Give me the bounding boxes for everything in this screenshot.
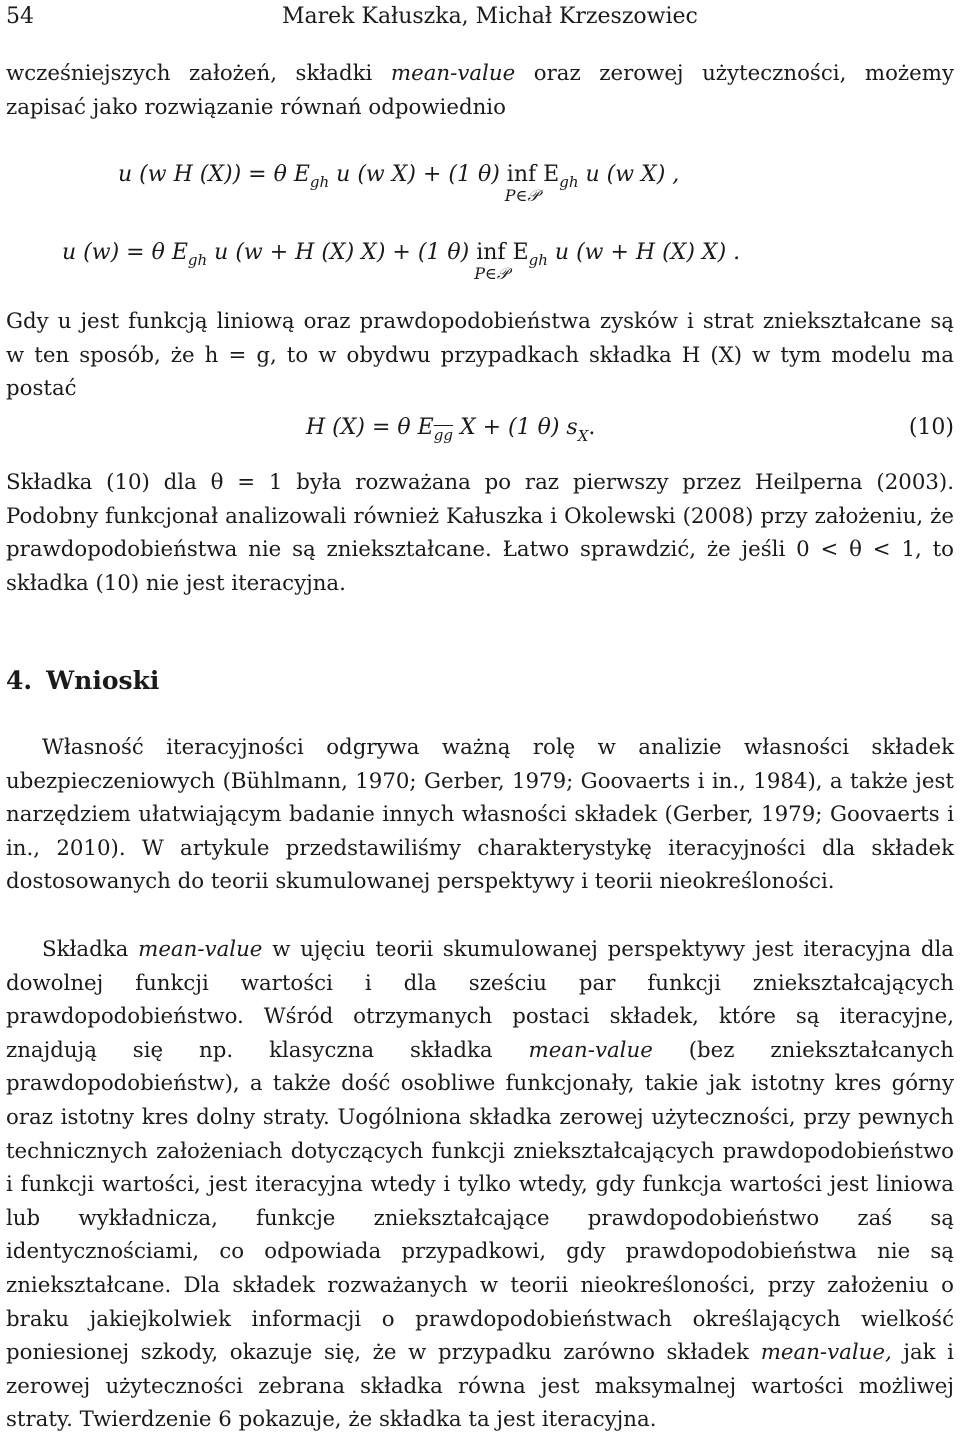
w2-emph-3: mean-value, bbox=[760, 1340, 892, 1366]
intro-emph: mean-value bbox=[390, 61, 516, 86]
w2-emph-1: mean-value bbox=[138, 937, 263, 962]
w2-text-2: w ujęciu teorii skumulowanej perspektywy jest iteracyjna dla dowolnej funkcji wartości i dla sześciu par funkcji zniekształcających prawdopodobieństwo. Wśród otrzymanych postaci składek, które są iteracyjne, znajdują się np. klasyczna składka bbox=[6, 937, 954, 1063]
eq-b-sub1: gh bbox=[187, 251, 208, 269]
eq-10-end: . bbox=[588, 415, 596, 440]
equation-10 bbox=[306, 415, 954, 445]
paragraph-wnioski-1: Własność iteracyjności odgrywa ważną rolę w analizie własności składek ubezpieczeniowych (Bühlmann, 1970; Gerber, 1979; Goovaerts i in., 1984), a także jest narzędziem ułatwiającym badanie innych własności składek (Gerber, 1979; Goovaerts i in., 2010). W artykule przedstawiliśmy charakterystykę iteracyjności dla składek dostosowanych do teorii skumulowanej perspektywy i teorii nieokreśloności. bbox=[6, 735, 954, 895]
section-heading bbox=[6, 666, 159, 695]
eq-10-mid: X + (1 θ) s bbox=[459, 415, 578, 440]
running-header bbox=[6, 4, 954, 32]
eq-b-inf: inf bbox=[476, 240, 506, 265]
eq-a-sub2: gh bbox=[559, 173, 579, 191]
w2-emph-2: mean-value bbox=[528, 1037, 653, 1063]
eq-b-E: E bbox=[512, 240, 529, 265]
eq-a-inf: inf bbox=[506, 162, 537, 187]
intro-text-1: wcześniejszych założeń, składki bbox=[6, 61, 391, 86]
intro-paragraph bbox=[6, 57, 954, 124]
eq-10-sub: gg bbox=[433, 426, 453, 444]
eq-b-sub2: gh bbox=[528, 251, 548, 269]
section-number: 4. bbox=[6, 666, 33, 695]
paragraph-wnioski-2 bbox=[6, 933, 954, 1437]
page-number: 54 bbox=[6, 4, 34, 29]
eq-b-mid: u (w + H (X) X) + (1 θ) bbox=[214, 240, 470, 265]
eq-b-rhs: u (w + H (X) X) . bbox=[554, 240, 741, 265]
running-head-authors: Marek Kałuszka, Michał Krzeszowiec bbox=[282, 4, 698, 29]
equation-number: (10) bbox=[908, 415, 954, 440]
section-title: Wnioski bbox=[46, 666, 160, 695]
eq-a-lhs: u (w H (X)) = θ E bbox=[118, 162, 310, 187]
w2-text-1: Składka bbox=[42, 937, 139, 962]
intro-text-2: oraz zerowej użyteczności, możemy zapisać jako rozwiązanie równań odpowiednio bbox=[6, 61, 954, 120]
eq-a-inf-under: P∈𝒫 bbox=[504, 186, 539, 205]
w2-text-4: jak i zerowej użyteczności zebrana składka równa jest maksymalnej wartości możliwej straty. Twierdzenie 6 pokazuje, że składka ta jest iteracyjna. bbox=[6, 1340, 954, 1433]
eq-b-lhs: u (w) = θ E bbox=[62, 240, 188, 265]
eq-b-inf-block bbox=[474, 240, 509, 283]
eq-10-lhs: H (X) = θ E bbox=[306, 415, 434, 440]
eq-a-rhs: u (w X) , bbox=[585, 162, 680, 187]
equation-a bbox=[118, 162, 680, 205]
eq-a-inf-block bbox=[504, 162, 539, 205]
paragraph-gdy: Gdy u jest funkcją liniową oraz prawdopodobieństwa zysków i strat zniekształcane są w ten sposób, że h = g, to w obydwu przypadkach składka H (X) w tym modelu ma postać bbox=[6, 309, 954, 402]
eq-a-mid: u (w X) + (1 θ) bbox=[336, 162, 500, 187]
w2-text-3: (bez zniekształcanych prawdopodobieństw), a także dość osobliwe funkcjonały, takie jak istotny kres górny oraz istotny kres dolny straty. Uogólniona składka zerowej użyteczności, przy pewnych technicznych założeniach dotyczących funkcji zniekształcających prawdopodobieństwo i funkcji wartości, jest iteracyjna wtedy i tylko wtedy, gdy funkcja wartości jest liniowa lub wykładnicza, funkcje zniekształcające prawdopodobieństwo zaś są identycznościami, co odpowiada przypadkowi, gdy prawdopodobieństwa nie są zniekształcane. Dla składek rozważanych w teorii nieokreśloności, przy założeniu o braku jakiejkolwiek informacji o prawdopodobieństwach określających wielkość poniesionej szkody, okazuje się, że w przypadku zarówno składek bbox=[6, 1037, 954, 1366]
equation-b bbox=[62, 240, 741, 283]
eq-a-E: E bbox=[543, 162, 560, 187]
paragraph-skladka: Składka (10) dla θ = 1 była rozważana po raz pierwszy przez Heilperna (2003). Podobny funkcjonał analizowali również Kałuszka i Okolewski (2008) przy założeniu, że prawdopodobieństwa nie są zniekształcane. Łatwo sprawdzić, że jeśli 0 < θ < 1, to składka (10) nie jest iteracyjna. bbox=[6, 470, 954, 596]
eq-a-sub1: gh bbox=[309, 173, 330, 191]
eq-10-subx: X bbox=[577, 427, 589, 445]
eq-b-inf-under: P∈𝒫 bbox=[474, 264, 509, 283]
